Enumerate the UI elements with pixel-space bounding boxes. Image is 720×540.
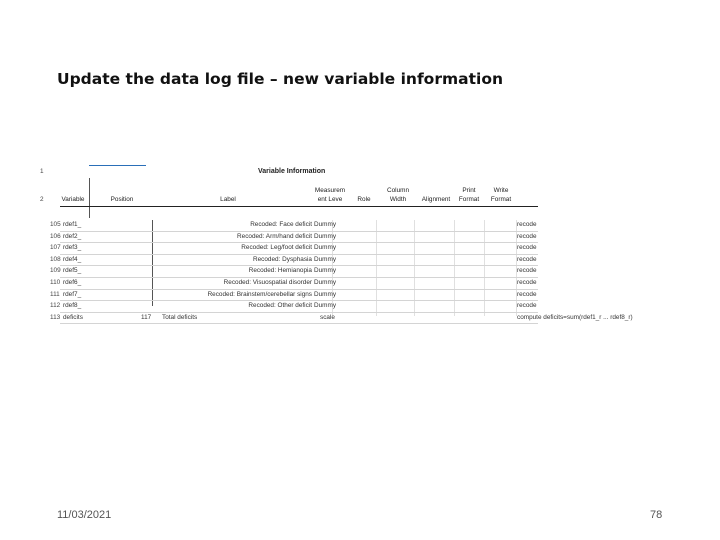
footer-page-number: 78 — [650, 509, 663, 521]
variable-cell: rdef1_ — [63, 221, 82, 228]
row-number: 107 — [50, 244, 61, 252]
hyperlink-underline — [89, 165, 146, 166]
measurement-cell: Dummy — [314, 278, 337, 286]
compute-cell: recode — [517, 278, 537, 286]
label-cell: Recoded: Arm/hand deficit — [237, 232, 312, 240]
row-number-1: 1 — [40, 168, 44, 175]
label-cell: Recoded: Other deficit — [248, 302, 312, 310]
label-cell: Recoded: Face deficit — [250, 221, 312, 228]
table-row — [50, 278, 538, 290]
measurement-cell: Dummy — [314, 290, 337, 298]
compute-cell: recode — [517, 244, 537, 252]
header-column-line1: Column — [386, 187, 410, 194]
header-column-line2: Width — [389, 196, 407, 203]
variable-cell: rdef3_ — [63, 244, 82, 252]
label-cell: Total deficits — [162, 313, 198, 321]
spreadsheet-image — [40, 160, 633, 330]
row-number: 106 — [50, 232, 61, 240]
header-rule — [60, 206, 538, 207]
header-role: Role — [357, 196, 371, 203]
compute-cell: recode — [517, 267, 537, 275]
slide-title: Update the data log file – new variable information — [57, 70, 503, 88]
measurement-cell: Dummy — [314, 221, 337, 228]
header-write-line1: Write — [493, 187, 509, 194]
measurement-cell: scale — [320, 313, 335, 321]
header-measurement-line2: ent Leve — [317, 196, 343, 203]
compute-cell: recode — [517, 302, 537, 310]
variable-cell: rdef5_ — [63, 267, 82, 275]
measurement-cell: Dummy — [314, 302, 337, 310]
compute-cell: compute deficits=sum(rdef1_r ... rdef8_r) — [517, 313, 633, 321]
label-cell: Recoded: Brainstem/cerebellar signs — [207, 290, 312, 298]
header-write-line2: Format — [490, 196, 512, 203]
measurement-cell: Dummy — [314, 267, 337, 275]
variable-cell: rdef8_ — [63, 302, 82, 310]
data-table — [50, 220, 633, 324]
variable-cell: rdef4_ — [63, 255, 82, 263]
table-row — [50, 313, 633, 325]
row-number: 112 — [50, 302, 61, 310]
variable-cell: rdef7_ — [63, 290, 82, 298]
row-number: 105 — [50, 221, 61, 228]
compute-cell: recode — [517, 255, 537, 263]
row-number-2: 2 — [40, 196, 44, 203]
table-row — [50, 301, 538, 313]
label-cell: Recoded: Leg/foot deficit — [241, 244, 312, 252]
variable-cell: deficits — [63, 313, 83, 321]
row-number: 108 — [50, 255, 61, 263]
measurement-cell: Dummy — [314, 255, 337, 263]
row-number: 110 — [50, 278, 61, 286]
measurement-cell: Dummy — [314, 232, 337, 240]
row-number: 113 — [50, 313, 61, 321]
compute-cell: recode — [517, 221, 537, 228]
header-measurement-line1: Measurem — [314, 187, 346, 194]
header-print-line2: Format — [458, 196, 480, 203]
section-header: Variable Information — [258, 168, 326, 175]
footer-date: 11/03/2021 — [57, 509, 112, 521]
table-row — [50, 266, 538, 278]
compute-cell: recode — [517, 290, 537, 298]
position-cell: 117 — [141, 313, 151, 321]
measurement-cell: Dummy — [314, 244, 337, 252]
row-number: 111 — [50, 290, 60, 298]
row-number: 109 — [50, 267, 61, 275]
header-print-line1: Print — [462, 187, 476, 194]
label-cell: Recoded: Visuospatial disorder — [223, 278, 312, 286]
header-variable: Variable — [61, 196, 85, 203]
table-row — [50, 243, 538, 255]
header-alignment: Alignment — [421, 196, 451, 203]
variable-cell: rdef2_ — [63, 232, 82, 240]
label-cell: Recoded: Dysphasia — [253, 255, 312, 263]
header-label: Label — [220, 196, 236, 203]
header-position: Position — [110, 196, 134, 203]
table-row — [50, 255, 538, 267]
table-row — [50, 232, 538, 244]
label-cell: Recoded: Hemianopia — [248, 267, 312, 275]
compute-cell: recode — [517, 232, 537, 240]
table-row — [50, 290, 538, 302]
table-row — [50, 220, 538, 232]
variable-cell: rdef6_ — [63, 278, 82, 286]
